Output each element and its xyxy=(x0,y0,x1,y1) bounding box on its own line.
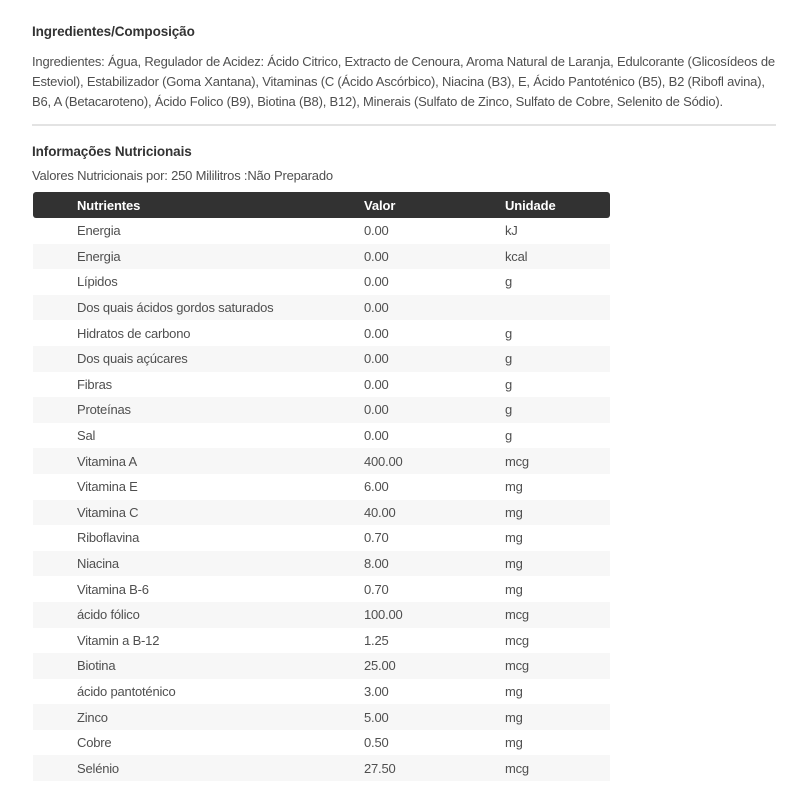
nutrient-name-cell: Vitamin a B-12 xyxy=(77,632,160,648)
nutrition-section xyxy=(32,144,776,781)
value-cell: 5.00 xyxy=(364,709,389,725)
nutrient-name-cell: Dos quais ácidos gordos saturados xyxy=(77,300,274,316)
table-header-row xyxy=(33,192,610,218)
value-cell: 0.00 xyxy=(364,274,389,290)
table-row xyxy=(33,397,610,423)
table-row xyxy=(33,576,610,602)
nutrient-name-cell: Dos quais açúcares xyxy=(77,351,188,367)
unit-cell: mg xyxy=(505,530,523,546)
value-cell: 3.00 xyxy=(364,683,389,699)
nutrient-name-cell: Vitamina B-6 xyxy=(77,581,149,597)
nutrient-name-cell: ácido pantoténico xyxy=(77,683,176,699)
table-row xyxy=(33,346,610,372)
value-cell: 100.00 xyxy=(364,607,403,623)
unit-cell: g xyxy=(505,376,513,392)
table-row xyxy=(33,269,610,295)
table-row xyxy=(33,448,610,474)
header-valor: Valor xyxy=(364,192,505,218)
unit-cell: kcal xyxy=(505,248,528,264)
unit-cell: mcg xyxy=(505,658,529,674)
nutrient-name-cell: Cobre xyxy=(77,735,112,751)
unit-cell: mcg xyxy=(505,607,529,623)
section-divider xyxy=(32,124,776,126)
table-row xyxy=(33,755,610,781)
value-cell: 0.00 xyxy=(364,223,389,239)
nutrient-name-cell: Zinco xyxy=(77,709,108,725)
table-row xyxy=(33,244,610,270)
value-cell: 0.00 xyxy=(364,402,389,418)
nutrition-table xyxy=(33,192,610,781)
table-row xyxy=(33,551,610,577)
unit-cell: mg xyxy=(505,709,523,725)
value-cell: 8.00 xyxy=(364,556,389,572)
serving-info: Valores Nutricionais por: 250 Mililitros :Não Preparado xyxy=(32,168,333,183)
value-cell: 6.00 xyxy=(364,479,389,495)
unit-cell: mg xyxy=(505,479,523,495)
nutrient-name-cell: ácido fólico xyxy=(77,607,140,623)
nutrient-name-cell: Proteínas xyxy=(77,402,131,418)
unit-cell: mcg xyxy=(505,453,529,469)
nutrient-name-cell: Biotina xyxy=(77,658,116,674)
unit-cell: g xyxy=(505,274,513,290)
ingredients-text: Ingredientes: Água, Regulador de Acidez: Ácido Citrico, Extracto de Cenoura, Aroma Natural de Laranja, Edulcorante (Glicosídeos de Esteviol), Estabilizador (Goma Xantana), Vitaminas (C (Ácido Ascórbico), Niacina (B3), E, Ácido Pantoténico (B5), B2 (Ribofl avina), B6, A (Betacaroteno), Ácido Folico (B9), Biotina (B8), B12), Minerais (Sulfato de Zinco, Sulfato de Cobre, Selenito de Sódio). xyxy=(32,54,775,109)
value-cell: 0.50 xyxy=(364,735,389,751)
table-row xyxy=(33,423,610,449)
nutrient-name-cell: Energia xyxy=(77,223,121,239)
unit-cell: g xyxy=(505,428,513,444)
table-row xyxy=(33,474,610,500)
nutrient-name-cell: Niacina xyxy=(77,556,119,572)
nutrient-name-cell: Vitamina C xyxy=(77,504,139,520)
nutrient-name-cell: Fibras xyxy=(77,376,112,392)
unit-cell xyxy=(505,295,610,321)
nutrient-name-cell: Selénio xyxy=(77,760,119,776)
value-cell: 0.00 xyxy=(364,248,389,264)
unit-cell: mcg xyxy=(505,632,529,648)
table-row xyxy=(33,295,610,321)
value-cell: 1.25 xyxy=(364,632,389,648)
table-row xyxy=(33,320,610,346)
unit-cell: g xyxy=(505,351,513,367)
table-row xyxy=(33,372,610,398)
unit-cell: mcg xyxy=(505,760,529,776)
unit-cell: mg xyxy=(505,581,523,597)
ingredients-title: Ingredientes/Composição xyxy=(32,24,195,39)
value-cell: 400.00 xyxy=(364,453,403,469)
value-cell: 0.00 xyxy=(364,300,389,316)
nutrient-name-cell: Vitamina A xyxy=(77,453,137,469)
table-row xyxy=(33,500,610,526)
value-cell: 27.50 xyxy=(364,760,396,776)
value-cell: 0.00 xyxy=(364,351,389,367)
nutrition-title: Informações Nutricionais xyxy=(32,144,192,159)
value-cell: 0.70 xyxy=(364,581,389,597)
ingredients-section xyxy=(32,24,776,112)
unit-cell: mg xyxy=(505,504,523,520)
table-row xyxy=(33,525,610,551)
header-nutrientes: Nutrientes xyxy=(33,192,364,218)
unit-cell: g xyxy=(505,325,513,341)
value-cell: 0.00 xyxy=(364,428,389,444)
unit-cell: mg xyxy=(505,735,523,751)
nutrient-name-cell: Sal xyxy=(77,428,96,444)
table-row xyxy=(33,679,610,705)
value-cell: 0.70 xyxy=(364,530,389,546)
nutrient-name-cell: Riboflavina xyxy=(77,530,140,546)
nutrient-name-cell: Lípidos xyxy=(77,274,118,290)
value-cell: 0.00 xyxy=(364,325,389,341)
table-row xyxy=(33,602,610,628)
unit-cell: mg xyxy=(505,683,523,699)
value-cell: 0.00 xyxy=(364,376,389,392)
table-row xyxy=(33,218,610,244)
unit-cell: g xyxy=(505,402,513,418)
table-row xyxy=(33,628,610,654)
table-row xyxy=(33,704,610,730)
nutrient-name-cell: Vitamina E xyxy=(77,479,138,495)
table-row xyxy=(33,653,610,679)
value-cell: 25.00 xyxy=(364,658,396,674)
value-cell: 40.00 xyxy=(364,504,396,520)
unit-cell: mg xyxy=(505,556,523,572)
header-unidade: Unidade xyxy=(505,192,610,218)
nutrient-name-cell: Energia xyxy=(77,248,121,264)
nutrient-name-cell: Hidratos de carbono xyxy=(77,325,191,341)
unit-cell: kJ xyxy=(505,223,518,239)
table-row xyxy=(33,730,610,756)
